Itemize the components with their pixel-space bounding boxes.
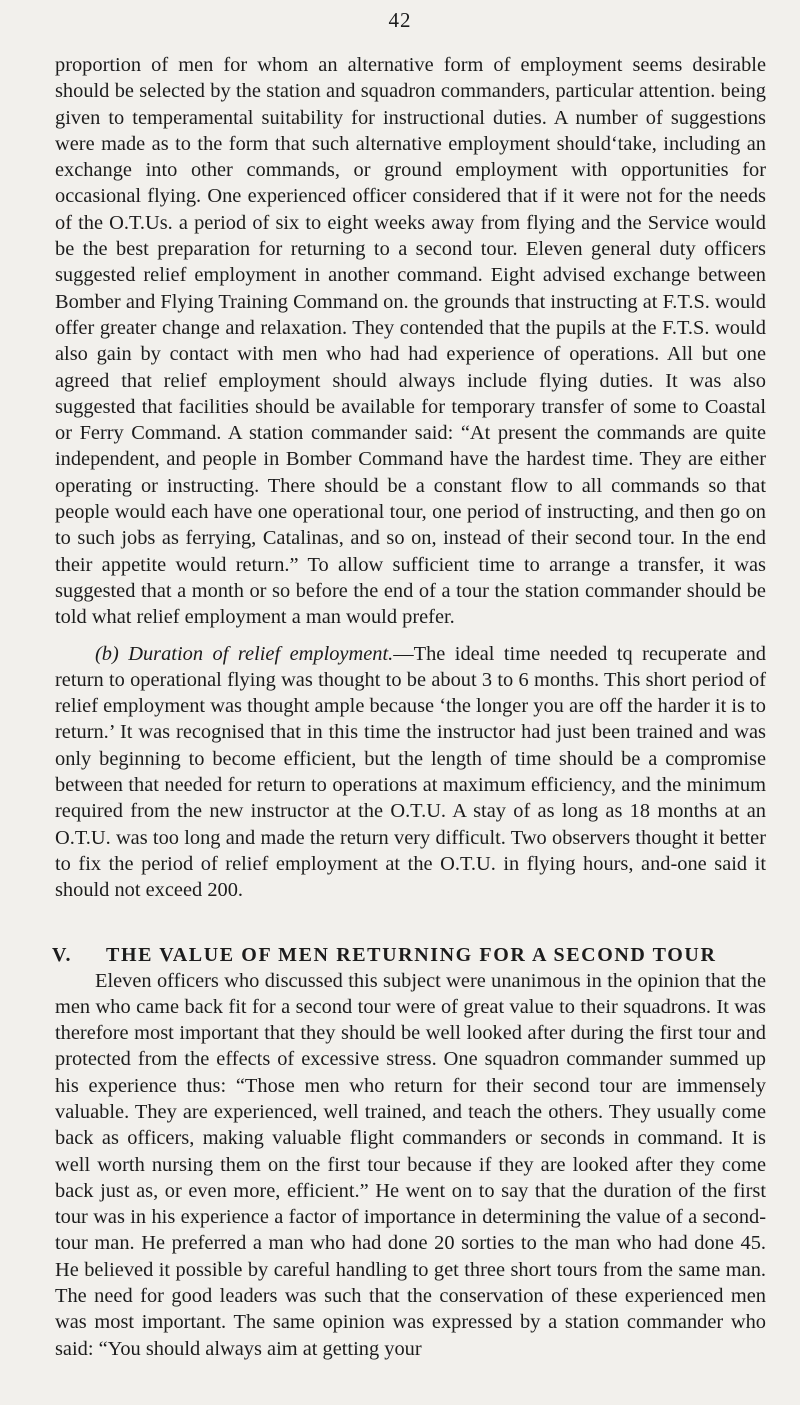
paragraph-duration-relief: [55, 641, 766, 904]
section-title: THE VALUE OF MEN RETURNING FOR A SECOND TOUR: [106, 943, 717, 966]
page-number: 42: [388, 8, 412, 32]
paragraph-alternative-employment: proportion of men for whom an alternative form of employment seems desirable should be selected by the station and squadron commanders, particular attention. being given to temperamental suitability for instructional duties. A number of suggestions were made as to the form that such alternative employment should‘take, including an exchange into other commands, or ground employment with opportunities for occasional flying. One experienced officer considered that if it were not for the needs of the O.T.Us. a period of six to eight weeks away from flying and the Service would be the best preparation for returning to a second tour. Eleven general duty officers suggested relief employment in another command. Eight advised exchange between Bomber and Flying Training Command on. the grounds that instructing at F.T.S. would offer greater change and relaxation. They contended that the pupils at the F.T.S. would also gain by contact with men who had had experience of operations. All but one agreed that relief employment should always include flying duties. It was also suggested that facilities should be available for temporary transfer of some to Coastal or Ferry Command. A station commander said: “At present the commands are quite independent, and people in Bomber Command have the hardest time. They are either operating or instructing. There should be a constant flow to all commands so that people would each have one operational tour, one period of instructing, and then go on to such jobs as ferrying, Catalinas, and so on, instead of their second tour. In the end their appetite would return.” To allow sufficient time to arrange a transfer, it was suggested that a month or so before the end of a tour the station commander should be told what relief employment a man would prefer.: [55, 54, 766, 629]
paragraph-second-tour-value: Eleven officers who discussed this subject were unanimous in the opinion that the men who came back fit for a second tour were of great value to their squadrons. It was therefore most important that they should be well looked after during the first tour and protected from the effects of excessive stress. One squadron commander summed up his experience thus: “Those men who return for their second tour are immensely valuable. They are experienced, well trained, and teach the others. They usually come back as officers, making valuable flight commanders or seconds in command. It is well worth nursing them on the first tour because if they are looked after they come back just as, or even more, efficient.” He went on to say that the duration of the first tour was in his experience a factor of importance in determining the value of a second-tour man. He preferred a man who had done 20 sorties to the man who had done 45. He believed it possible by careful handling to get three short tours from the same man. The need for good leaders was such that the conservation of these experienced men was most important. The same opinion was expressed by a station commander who said: “You should always aim at getting your: [55, 969, 766, 1360]
section-heading: [52, 942, 766, 968]
subsection-heading: (b) Duration of relief employment.: [95, 642, 394, 665]
paragraph-duration-text: —The ideal time needed tq recuperate and return to operational flying was thought to be about 3 to 6 months. This short period of relief employment was thought ample because ‘the longer you are off the harder it is to return.’ It was recognised that in this time the instructor had just been trained and was only beginning to become efficient, but the length of time should be a compromise between that needed for return to operations at maximum efficiency, and the minimum required from the new instructor at the O.T.U. A stay of as long as 18 months at an O.T.U. was too long and made the return very difficult. Two observers thought it better to fix the period of relief employment at the O.T.U. in flying hours, and-one said it should not exceed 200.: [55, 642, 766, 902]
body-text: [52, 52, 766, 1362]
section-number: V.: [52, 943, 73, 966]
